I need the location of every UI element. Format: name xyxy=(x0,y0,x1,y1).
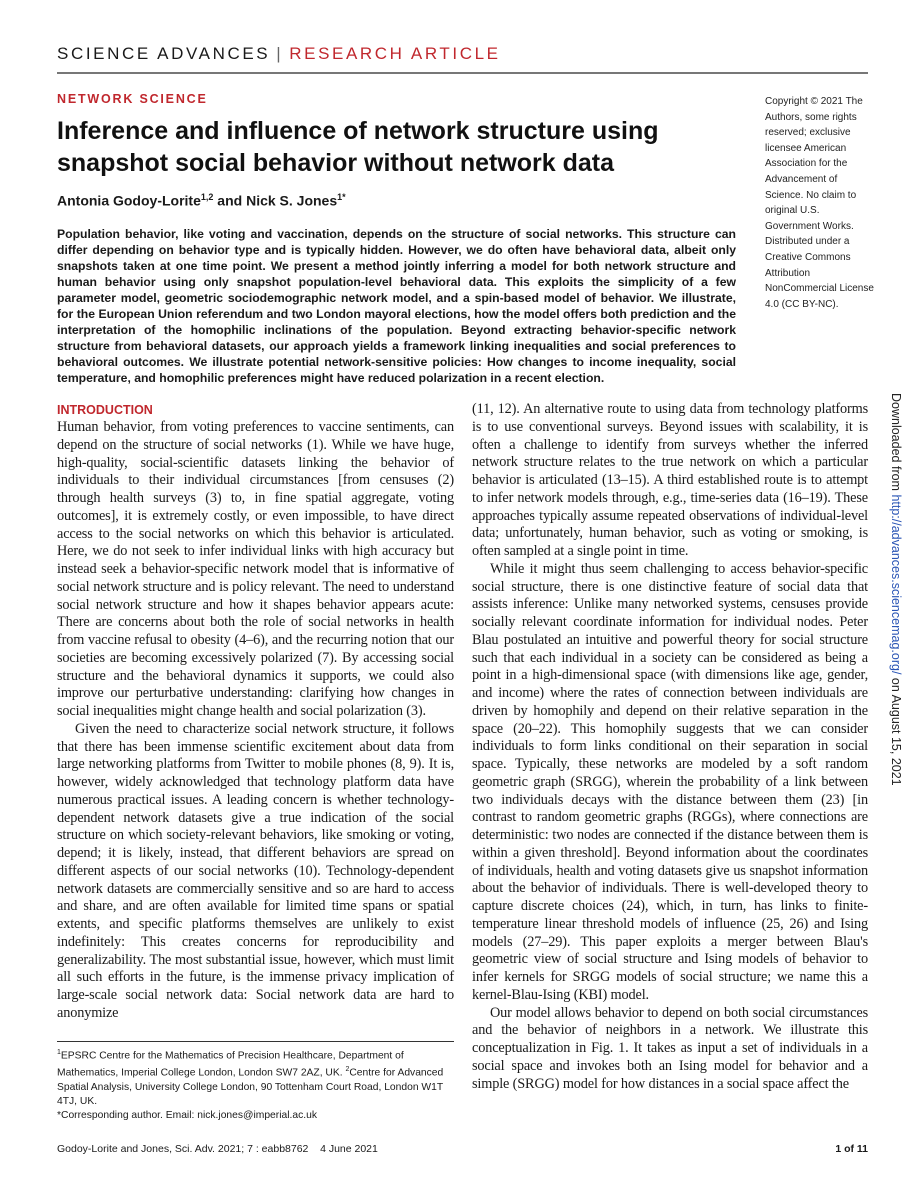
right-column xyxy=(472,401,868,1123)
article-title: Inference and influence of network structure using snapshot social behavior without network data xyxy=(57,117,659,177)
body-columns xyxy=(57,401,868,1123)
article-type: RESEARCH ARTICLE xyxy=(289,44,501,63)
affiliation-2: Centre for Advanced Spatial Analysis, University College London, 90 Tottenham Court Road, London W1T 4TJ, UK. xyxy=(57,1067,444,1107)
left-column-text xyxy=(57,401,454,1023)
author-1-affil: 1,2 xyxy=(200,192,214,202)
page-footer xyxy=(57,1143,868,1155)
journal-name: SCIENCE ADVANCES xyxy=(57,44,271,63)
affiliation-1: EPSRC Centre for the Mathematics of Precision Healthcare, Department of Mathematics, Imperial College London, London SW7 2AZ, UK. xyxy=(57,1049,404,1079)
download-prefix: Downloaded from xyxy=(889,393,903,495)
footnotes xyxy=(57,1046,454,1124)
body-paragraph: Given the need to characterize social network structure, it follows that there has been immense scientific excitement about data from large networking platforms from Twitter to mobile phones (8, 9). It is, however, widely acknowledged that technology platform data have numerous practical issues. A leading concern is whether technology-dependent network datasets give a true indication of the social structure on which society-relevant behaviors, like smoking or voting, depend; it is likely, instead, that different behaviors are spread on different aspects of our social networks (10). Technology-dependent network datasets are commercially sensitive and so are hard to access and share, and are often available for limited time spans or spatial extents, and specific platforms themselves are unlikely to exist indefinitely: This creates concerns for reproducibility and generalizability. The most substantial issue, however, which must limit all such efforts in the future, is the immense privacy implication of large-scale social network data: Social network data are hard to anonymize xyxy=(57,720,454,1021)
download-notice xyxy=(889,393,903,786)
header-separator: | xyxy=(276,44,284,63)
download-suffix: on August 15, 2021 xyxy=(889,674,903,786)
article-body xyxy=(57,0,868,1195)
page-number: 1 of 11 xyxy=(835,1143,868,1156)
copyright-notice: Copyright © 2021 The Authors, some rights reserved; exclusive licensee American Association for the Advancement of Science. No claim to original U.S. Government Works. Distributed under a Creative Commons Attribution NonCommercial License 4.0 (CC BY-NC). xyxy=(765,96,874,310)
abstract: Population behavior, like voting and vaccination, depends on the structure of social networks. This structure can differ depending on behavior type and is typically hidden. However, we do often have behavioral data, albeit only snapshots taken at one time point. We present a method jointly inferring a model for both network structure and human behavior using only snapshot population-level behavioral data. This exploits the simplicity of a few parameter model, geometric sociodemographic network model, and a spin-based model of behavior. We illustrate, for the European Union referendum and two London mayoral elections, how the model offers both prediction and the interpretation of the homophilic inclinations of the population. Beyond extracting behavior-specific network structure from behavioral datasets, our approach yields a framework linking inequalities and social preferences to behavioral outcomes. We illustrate potential network-sensitive policies: How changes to income inequality, social temperature, and homophilic preferences might have reduced polarization in a recent election. xyxy=(57,227,736,385)
left-column xyxy=(57,401,454,1123)
footnote-block xyxy=(57,1023,454,1124)
footnote-rule xyxy=(57,1041,454,1042)
author-2: Nick S. Jones xyxy=(246,192,338,209)
affil-2-marker: 2 xyxy=(345,1066,350,1074)
section-heading-introduction: INTRODUCTION xyxy=(57,403,153,417)
corresponding-author: *Corresponding author. Email: nick.jones@imperial.ac.uk xyxy=(57,1110,317,1122)
author-2-affil: 1* xyxy=(337,192,346,202)
section-label: NETWORK SCIENCE xyxy=(57,92,208,106)
body-paragraph: While it might thus seem challenging to access behavior-specific social structure, there is one distinctive feature of social data that assists inference: Unlike many networked systems, censuses provide socially relevant coordinate information for individual nodes. Peter Blau postulated an intuitive and powerful theory for social structure such that each individual in a society can be considered as being a point in a high-dimensional space (with dimensions like age, gender, and income) where the rates of connection between individuals are driven by homophily and depend on their relative separation in the space (20–22). This homophily suggests that we can consider individuals to form links conditional on their separation in social space. Typically, these networks are modeled by a soft random geometric graph (SRGG), wherein the probability of a link between two individuals decays with the distance between them (23) [in contrast to random geometric graphs (RGGs), where connections are deterministic: two nodes are connected if the distance between them is within a given threshold]. Beyond information about the coordinates of individuals, health and voting datasets give us snapshot information about the behavior of individuals. There is well-developed theory to capture discrete choices (24), which, in turn, has links to finite-temperature linear threshold models of influence (25, 26) and Ising models (27–29). This paper exploits a merger between Blau's geometric view of social structure and Ising models of behavior to infer kernels for SRGG models of social structure; we name this a kernel-Blau-Ising (KBI) model. xyxy=(472,560,868,1003)
footer-citation: Godoy-Lorite and Jones, Sci. Adv. 2021; 7 : eabb8762 4 June 2021 xyxy=(57,1143,378,1156)
body-paragraph: Our model allows behavior to depend on both social circumstances and the behavior of neighbors in a network. We illustrate this conceptualization in Fig. 1. It takes as input a set of individuals in a social space and invokes both an Ising model for behavior and a simple (SRGG) model for how distances in a social space affect the xyxy=(472,1004,868,1092)
author-1: Antonia Godoy-Lorite xyxy=(57,192,201,209)
body-paragraph: Human behavior, from voting preferences to vaccine sentiments, can depend on the structure of social networks (1). While we have huge, high-quality, social-scientific datasets linking the behavior of individuals to their individual circumstances [from censuses (2) through health surveys (3) to, in fine spatial aggregate, voting outcomes], it is extremely costly, or even impossible, to have direct access to the social networks on which this behavior is articulated. Here, we do not seek to infer individual links with high accuracy but instead seek a behavior-specific network model that is informative of social network structure and is policy relevant. The need to understand social network structure and how it shapes behavior appears acute: There are concerns about both the role of social networks in health from vaccine refusal to obesity (4–6), and the recurring notion that our societies are becoming excessively polarized (7). By accessing social structure and the behavioral dynamics it supports, we could also improve our perturbative understanding: clarifying how changes in social inequalities might change health and social polarization (3). xyxy=(57,419,454,719)
download-link[interactable]: http://advances.sciencemag.org/ xyxy=(889,494,903,675)
body-paragraph: (11, 12). An alternative route to using data from technology platforms is to use conventional surveys. Beyond issues with scalability, it is often a challenge to identify from surveys whether the inferred network structure relates to the true network on which a particular behavior is articulated (13–15). A third established route is to attempt to infer network models through, e.g., time-series data (16–19). These approaches typically assume repeated observations of individual-level data; unfortunately, human behavior, such as voting or smoking, is often sampled at a single point in time. xyxy=(472,401,868,559)
affil-1-marker: 1 xyxy=(57,1048,61,1056)
authors-and: and xyxy=(213,192,247,209)
